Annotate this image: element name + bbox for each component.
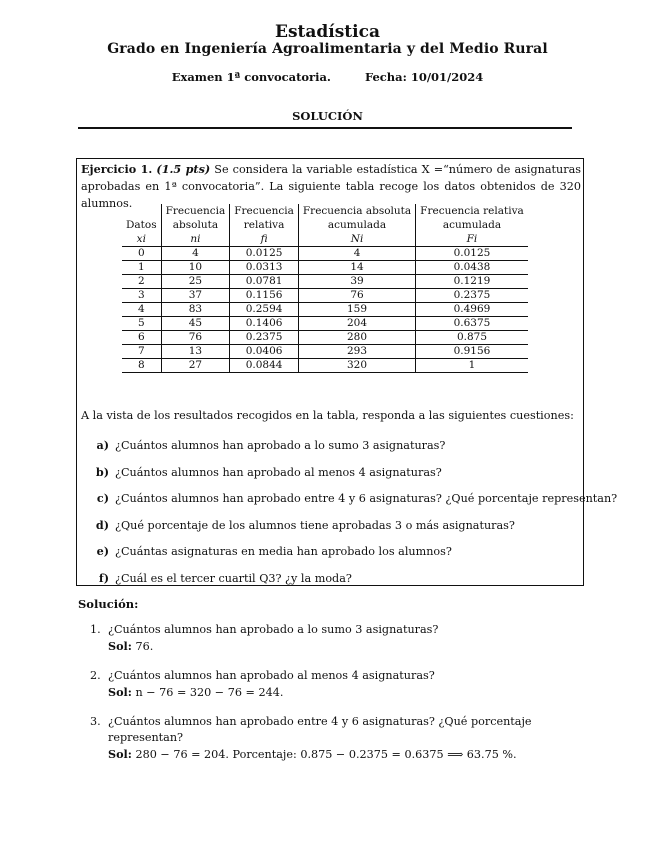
question-item	[89, 465, 617, 492]
col-header-line2: acumulada	[416, 218, 528, 232]
question-text: ¿Cuál es el tercer cuartil Q3? ¿y la moda?	[115, 571, 352, 585]
table-cell: 39	[298, 275, 415, 289]
table-cell: 0.0125	[230, 247, 299, 261]
question-label: a)	[96, 438, 109, 452]
solution-list	[90, 622, 560, 776]
col-header-line1: Frecuencia	[161, 204, 230, 218]
exercise-text: Se considera la variable estadística X =“número de asignaturas aprobadas en 1ª convocatoria”. La siguiente tabla recoge los datos obtenidos de 320 alumnos.	[81, 163, 581, 210]
solution-item	[90, 622, 560, 655]
table-cell: 4	[122, 303, 161, 317]
table-header-symbols	[122, 232, 528, 247]
table-cell: 0.2375	[230, 331, 299, 345]
col-symbol: xi	[136, 233, 146, 245]
col-symbol: fi	[230, 232, 299, 247]
table-cell: 159	[298, 303, 415, 317]
table-row	[122, 247, 528, 261]
table-cell: 293	[298, 345, 415, 359]
question-item	[89, 571, 617, 598]
col-symbol: Fi	[416, 232, 528, 247]
table-row	[122, 275, 528, 289]
question-item	[89, 544, 617, 571]
exercise-label: Ejercicio 1.	[81, 162, 153, 176]
exam-date: Fecha: 10/01/2024	[364, 70, 484, 84]
table-cell: 0.1219	[416, 275, 528, 289]
exam-session: Examen 1ª convocatoria.	[171, 70, 331, 84]
table-cell: 0.2594	[230, 303, 299, 317]
table-cell: 0.0438	[416, 261, 528, 275]
table-cell: 6	[122, 331, 161, 345]
table-cell: 0.6375	[416, 317, 528, 331]
question-text: ¿Cuántos alumnos han aprobado entre 4 y 6 asignaturas? ¿Qué porcentaje representan?	[115, 492, 618, 505]
solution-label: Sol:	[108, 747, 132, 761]
table-row	[122, 317, 528, 331]
table-row	[122, 261, 528, 275]
question-label: e)	[96, 544, 109, 558]
solution-question: ¿Cuántos alumnos han aprobado al menos 4 asignaturas?	[108, 669, 435, 682]
table-cell: 2	[122, 275, 161, 289]
table-cell: 37	[161, 289, 230, 303]
question-label: b)	[95, 464, 109, 479]
table-cell: 83	[161, 303, 230, 317]
col-symbol: ni	[161, 232, 230, 247]
question-label: c)	[96, 491, 109, 505]
solution-item	[90, 714, 560, 763]
solution-label: Sol:	[108, 639, 132, 653]
question-label: f)	[98, 570, 109, 585]
question-item	[89, 438, 617, 465]
table-cell: 0.1406	[230, 317, 299, 331]
table-cell: 25	[161, 275, 230, 289]
table-cell: 7	[122, 345, 161, 359]
table-header-row-2	[122, 218, 528, 232]
table-cell: 204	[298, 317, 415, 331]
table-cell: 0.0844	[230, 359, 299, 373]
table-cell: 0.2375	[416, 289, 528, 303]
solution-number: 3.	[90, 715, 101, 728]
exercise-box	[76, 158, 618, 586]
col-header-line1: Frecuencia	[230, 204, 299, 218]
table-cell: 4	[298, 247, 415, 261]
table-cell: 1	[122, 261, 161, 275]
page-title: Estadística	[275, 22, 380, 42]
question-list	[89, 438, 617, 597]
solution-answer: 76.	[135, 640, 154, 653]
exercise-points: (1.5 pts)	[156, 162, 211, 176]
table-cell: 0.0125	[416, 247, 528, 261]
table-row	[122, 303, 528, 317]
table-cell: 14	[298, 261, 415, 275]
solution-title: Solución:	[78, 597, 139, 611]
table-cell: 0.0781	[230, 275, 299, 289]
question-text: ¿Qué porcentaje de los alumnos tiene aprobadas 3 o más asignaturas?	[115, 518, 515, 532]
table-cell: 4	[161, 247, 230, 261]
table-cell: 1	[416, 359, 528, 373]
solution-number: 2.	[90, 669, 101, 682]
table-cell: 45	[161, 317, 230, 331]
table-row	[122, 345, 528, 359]
question-label: d)	[95, 517, 109, 532]
question-text: ¿Cuántas asignaturas en media han aprobado los alumnos?	[115, 545, 452, 558]
solution-answer: n − 76 = 320 − 76 = 244.	[135, 686, 284, 699]
table-cell: 0.4969	[416, 303, 528, 317]
table-cell: 0	[122, 247, 161, 261]
solution-question: ¿Cuántos alumnos han aprobado a lo sumo 3 asignaturas?	[108, 623, 439, 636]
question-item	[89, 518, 617, 545]
table-cell: 0.9156	[416, 345, 528, 359]
col-header-line2: relativa	[230, 218, 299, 232]
exam-info	[0, 70, 655, 84]
solution-question: ¿Cuántos alumnos han aprobado entre 4 y 6 asignaturas? ¿Qué porcentaje representan?	[108, 715, 532, 744]
solution-item	[90, 668, 560, 701]
col-header-line1	[122, 204, 161, 218]
col-symbol: Ni	[298, 232, 415, 247]
table-cell: 0.1156	[230, 289, 299, 303]
table-cell: 320	[298, 359, 415, 373]
col-header-line2: absoluta	[161, 218, 230, 232]
table-header-row-1	[122, 204, 528, 218]
question-text: ¿Cuántos alumnos han aprobado a lo sumo 3 asignaturas?	[115, 439, 446, 452]
col-header-line1: Frecuencia absoluta	[298, 204, 415, 218]
table-cell: 8	[122, 359, 161, 373]
table-cell: 13	[161, 345, 230, 359]
col-header-line1: Frecuencia relativa	[416, 204, 528, 218]
table-cell: 27	[161, 359, 230, 373]
solution-label: Sol:	[108, 685, 132, 699]
solution-heading: SOLUCIÓN	[292, 109, 363, 123]
table-cell: 76	[161, 331, 230, 345]
table-cell: 0.0406	[230, 345, 299, 359]
heading-rule	[78, 127, 572, 129]
table-cell: 5	[122, 317, 161, 331]
table-row	[122, 289, 528, 303]
table-row	[122, 331, 528, 345]
table-cell: 0.875	[416, 331, 528, 345]
table-cell: 10	[161, 261, 230, 275]
questions-lead: A la vista de los resultados recogidos en la tabla, responda a las siguientes cuestiones:	[81, 409, 574, 422]
solution-number: 1.	[90, 623, 101, 636]
table-row	[122, 359, 528, 373]
table-cell: 3	[122, 289, 161, 303]
degree-subtitle: Grado en Ingeniería Agroalimentaria y del Medio Rural	[107, 41, 548, 57]
table-cell: 76	[298, 289, 415, 303]
question-text: ¿Cuántos alumnos han aprobado al menos 4 asignaturas?	[115, 465, 442, 479]
col-header-line2: Datos	[126, 219, 157, 231]
table-cell: 0.0313	[230, 261, 299, 275]
col-header-line2: acumulada	[298, 218, 415, 232]
solution-answer: 280 − 76 = 204. Porcentaje: 0.875 − 0.2375 = 0.6375 ⟹ 63.75 %.	[135, 748, 517, 761]
table-cell: 280	[298, 331, 415, 345]
frequency-table	[122, 204, 528, 373]
question-item	[89, 491, 617, 518]
